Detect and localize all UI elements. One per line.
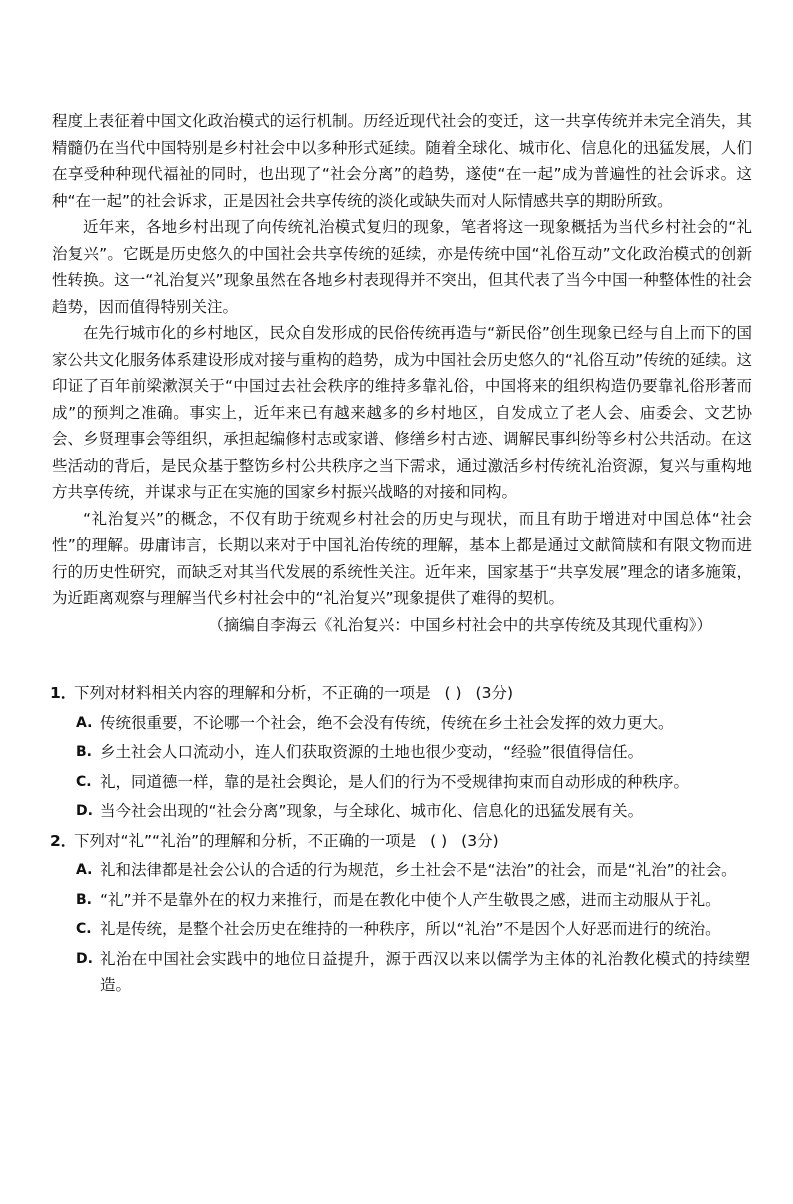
reading-passage	[52, 108, 752, 638]
option-b[interactable]	[76, 739, 750, 766]
passage-paragraph-4: “礼治复兴”的概念，不仅有助于统观乡村社会的历史与现状，而且有助于增进对中国总体“社会性”的理解。毋庸讳言，长期以来对于中国礼治传统的理解，基本上都是通过文献简牍和有限文物而进行的历史性研究，而缺乏对其当代发展的系统性关注。近年来，国家基于“共享发展”理念的诸多施策，为近距离观察与理解当代乡村社会中的“礼治复兴”现象提供了难得的契机。	[52, 509, 752, 607]
question-text: 下列对材料相关内容的理解和分析，不正确的一项是	[74, 684, 431, 702]
question-number: 1．	[50, 684, 77, 702]
option-text: 礼是传统，是整个社会历史在维持的一种秩序，所以“礼治”不是因个人好恶而进行的统治。	[100, 920, 721, 938]
option-letter: A.	[76, 714, 93, 731]
option-letter: C.	[76, 773, 92, 790]
option-text: 乡土社会人口流动小，连人们获取资源的土地也很少变动，“经验”很值得信任。	[100, 743, 644, 761]
question-text: 下列对“礼”“礼治”的理解和分析，不正确的一项是	[74, 831, 417, 850]
question-2-stem	[50, 828, 750, 855]
option-text: 当今社会出现的“社会分离”现象，与全球化、城市化、信息化的迅猛发展有关。	[100, 802, 644, 820]
option-d[interactable]	[76, 798, 750, 825]
question-1-stem	[50, 680, 750, 707]
option-letter: B.	[76, 891, 92, 908]
answer-bracket: ( )	[444, 684, 462, 702]
passage-paragraph-2: 近年来，各地乡村出现了向传统礼治模式复归的现象，笔者将这一现象概括为当代乡村社会的“礼治复兴”。它既是历史悠久的中国社会共享传统的延续，亦是传统中国“礼俗互动”文化政治模式的创新性转换。这一“礼治复兴”现象虽然在各地乡村表现得并不突出，但其代表了当今中国一种整体性的社会趋势，因而值得特别关注。	[52, 218, 752, 316]
option-c[interactable]	[76, 769, 750, 796]
option-text: 礼，同道德一样，靠的是社会舆论，是人们的行为不受规律拘束而自动形成的种秩序。	[100, 772, 690, 791]
option-letter: B.	[76, 744, 92, 760]
option-text: 礼和法律都是社会公认的合适的行为规范，乡土社会不是“法治”的社会，而是“礼治”的社会。	[100, 861, 737, 879]
option-a[interactable]	[76, 710, 750, 737]
question-2-options	[76, 857, 750, 999]
option-text: 礼治在中国社会实践中的地位日益提升，源于西汉以来以儒学为主体的礼治教化模式的持续塑造。	[100, 949, 750, 994]
option-b[interactable]	[76, 887, 750, 914]
option-letter: A.	[76, 862, 93, 878]
option-c[interactable]	[76, 916, 750, 943]
question-score: (3分)	[475, 684, 514, 702]
question-list	[50, 680, 750, 1002]
passage-paragraph-3: 在先行城市化的乡村地区，民众自发形成的民俗传统再造与“新民俗”创生现象已经与自上而下的国家公共文化服务体系建设形成对接与重构的趋势，成为中国社会历史悠久的“礼俗互动”传统的延续。这印证了百年前梁漱溟关于“中国过去社会秩序的维持多靠礼俗，中国将来的组织构造仍要靠礼俗形著而成”的预判之准确。事实上，近年来已有越来越多的乡村地区，自发成立了老人会、庙委会、文艺协会、乡贤理事会等组织，承担起编修村志或家谱、修缮乡村古迹、调解民事纠纷等乡村公共活动。在这些活动的背后，是民众基于整饬乡村公共秩序之当下需求，通过激活乡村传统礼治资源，复兴与重构地方共享传统，并谋求与正在实施的国家乡村振兴战略的对接和同构。	[52, 324, 752, 501]
option-letter: D.	[76, 950, 93, 967]
passage-paragraph-1: 程度上表征着中国文化政治模式的运行机制。历经近现代社会的变迁，这一共享传统并未完全消失，其精髓仍在当代中国特别是乡村社会中以多种形式延续。随着全球化、城市化、信息化的迅猛发展，人们在享受种种现代福祉的同时，也出现了“社会分离”的趋势，遂使“在一起”成为普遍性的社会诉求。这种“在一起”的社会诉求，正是因社会共享传统的淡化或缺失而对人际情感共享的期盼所致。	[52, 112, 752, 210]
answer-bracket: ( )	[430, 831, 448, 850]
option-text: “礼”并不是靠外在的权力来推行，而是在教化中使个人产生敬畏之感，进而主动服从于礼。	[100, 890, 721, 909]
question-score: (3分)	[461, 831, 499, 850]
question-number: 2．	[50, 831, 77, 850]
option-letter: D.	[76, 803, 93, 819]
option-letter: C.	[76, 921, 92, 937]
option-text: 传统很重要，不论哪一个社会，绝不会没有传统，传统在乡土社会发挥的效力更大。	[100, 713, 674, 732]
option-a[interactable]	[76, 857, 750, 884]
question-1-options	[76, 710, 750, 825]
option-d[interactable]	[76, 946, 750, 999]
passage-source-citation: （摘编自李海云《礼治复兴：中国乡村社会中的共享传统及其现代重构》）	[208, 615, 712, 634]
